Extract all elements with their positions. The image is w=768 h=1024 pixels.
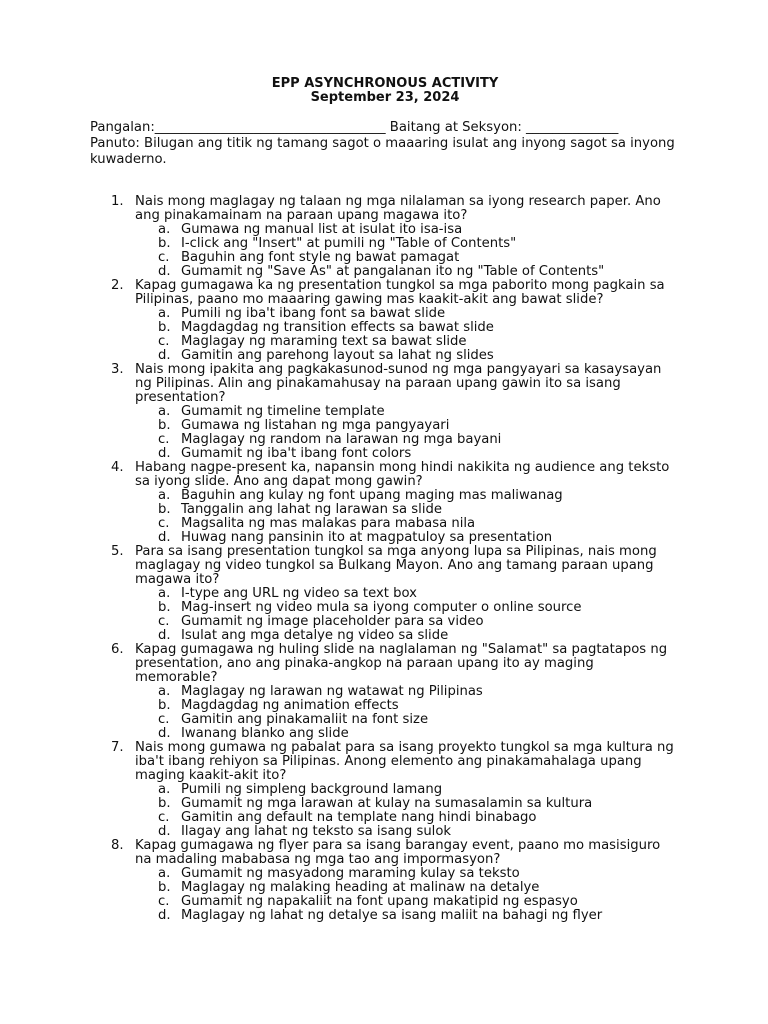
choice-letter: d. [158,628,171,643]
choice-text: I-type ang URL ng video sa text box [181,586,417,601]
question-number: 6. [111,642,124,657]
choice-item [135,237,680,251]
choice-item [135,909,680,923]
choice-item [135,419,680,433]
choice-text: Maglagay ng random na larawan ng mga bayani [181,432,502,447]
choice-letter: d. [158,446,171,461]
choice-text: Gumamit ng timeline template [181,404,385,419]
choice-item [135,727,680,741]
question-item [90,461,680,545]
choice-letter: a. [158,222,171,237]
choice-letter: a. [158,488,171,503]
choice-text: Gamitin ang pinakamaliit na font size [181,712,429,727]
choice-text: Maglagay ng lahat ng detalye sa isang maliit na bahagi ng flyer [181,908,603,923]
choice-list [135,867,680,923]
choice-item [135,447,680,461]
choice-item [135,895,680,909]
choice-text: Mag-insert ng video mula sa iyong computer o online source [181,600,582,615]
question-number: 2. [111,278,124,293]
choice-letter: c. [158,250,170,265]
question-number: 1. [111,194,124,209]
choice-text: Iwanang blanko ang slide [181,726,349,741]
question-item [90,195,680,279]
choice-item [135,629,680,643]
choice-text: Gumamit ng image placeholder para sa video [181,614,484,629]
choice-text: Isulat ang mga detalye ng video sa slide [181,628,449,643]
question-item [90,839,680,923]
choice-item [135,265,680,279]
question-item [90,741,680,839]
choice-text: Magsalita ng mas malakas para mabasa nila [181,516,476,531]
choice-item [135,713,680,727]
choice-letter: d. [158,908,171,923]
document-title: EPP ASYNCHRONOUS ACTIVITY [271,76,499,91]
document-header [90,77,680,105]
choice-text: Gumamit ng mga larawan at kulay na sumasalamin sa kultura [181,796,593,811]
choice-letter: b. [158,320,171,335]
choice-list [135,783,680,839]
choice-item [135,867,680,881]
choice-item [135,797,680,811]
choice-text: Huwag nang pansinin ito at magpatuloy sa presentation [181,530,553,545]
choice-text: Gumawa ng listahan ng mga pangyayari [181,418,450,433]
choice-text: Maglagay ng malaking heading at malinaw na detalye [181,880,540,895]
choice-letter: d. [158,824,171,839]
choice-item [135,307,680,321]
choice-item [135,335,680,349]
question-item [90,279,680,363]
question-text: Kapag gumagawa ng flyer para sa isang barangay event, paano mo masisiguro na madaling mababasa ng mga tao ang impormasyon? [135,838,661,867]
question-text: Kapag gumagawa ka ng presentation tungkol sa mga paborito mong pagkain sa Pilipinas, paano mo maaaring gawing mas kaakit-akit ang bawat slide? [135,278,665,307]
choice-letter: d. [158,264,171,279]
question-text: Nais mong maglagay ng talaan ng mga nilalaman sa iyong research paper. Ano ang pinakamainam na paraan upang magawa ito? [135,194,661,223]
choice-letter: d. [158,348,171,363]
question-item [90,545,680,643]
choice-text: Baguhin ang kulay ng font upang maging mas maliwanag [181,488,563,503]
question-text: Nais mong ipakita ang pagkakasunod-sunod ng mga pangyayari sa kasaysayan ng Pilipinas. Alin ang pinakamahusay na paraan upang gawin ito sa isang presentation? [135,362,662,405]
choice-text: Gamitin ang parehong layout sa lahat ng slides [181,348,494,363]
choice-text: Baguhin ang font style ng bawat pamagat [181,250,460,265]
choice-list [135,405,680,461]
choice-list [135,489,680,545]
choice-text: Gumawa ng manual list at isulat ito isa-isa [181,222,463,237]
choice-letter: b. [158,236,171,251]
choice-letter: d. [158,530,171,545]
choice-item [135,251,680,265]
question-number: 5. [111,544,124,559]
question-list [90,195,680,923]
choice-letter: c. [158,614,170,629]
choice-list [135,307,680,363]
choice-letter: c. [158,516,170,531]
choice-text: Tanggalin ang lahat ng larawan sa slide [181,502,442,517]
choice-letter: c. [158,432,170,447]
choice-list [135,587,680,643]
choice-letter: b. [158,698,171,713]
choice-letter: b. [158,600,171,615]
choice-item [135,825,680,839]
choice-text: Ilagay ang lahat ng teksto sa isang sulok [181,824,452,839]
choice-item [135,783,680,797]
choice-text: Gumamit ng masyadong maraming kulay sa teksto [181,866,520,881]
choice-item [135,587,680,601]
choice-text: Maglagay ng larawan ng watawat ng Pilipinas [181,684,483,699]
choice-item [135,405,680,419]
choice-text: Pumili ng simpleng background lamang [181,782,443,797]
question-text: Kapag gumagawa ng huling slide na naglalaman ng "Salamat" sa pagtatapos ng presentation, ano ang pinaka-angkop na paraan upang ito ay maging memorable? [135,642,668,685]
choice-letter: b. [158,796,171,811]
choice-text: Gumamit ng iba't ibang font colors [181,446,412,461]
document-date: September 23, 2024 [310,90,460,105]
instructions: Panuto: Bilugan ang titik ng tamang sagot o maaaring isulat ang inyong sagot sa inyong kuwaderno. [90,136,675,167]
choice-text: Gumamit ng napakaliit na font upang makatipid ng espasyo [181,894,578,909]
choice-text: Magdagdag ng transition effects sa bawat slide [181,320,494,335]
choice-text: I-click ang "Insert" at pumili ng "Table of Contents" [181,236,517,251]
document-page [90,77,680,923]
question-item [90,363,680,461]
choice-item [135,881,680,895]
choice-item [135,531,680,545]
choice-item [135,433,680,447]
choice-item [135,489,680,503]
choice-letter: a. [158,586,171,601]
choice-item [135,601,680,615]
choice-letter: b. [158,502,171,517]
choice-letter: b. [158,418,171,433]
name-section-line: Pangalan:___________________________________ Baitang at Seksyon: ______________ [90,120,619,135]
choice-item [135,685,680,699]
choice-letter: c. [158,894,170,909]
choice-letter: a. [158,782,171,797]
question-text: Nais mong gumawa ng pabalat para sa isang proyekto tungkol sa mga kultura ng iba't ibang rehiyon sa Pilipinas. Anong elemento ang pinakamahalaga upang maging kaakit-akit ito? [135,740,674,783]
choice-letter: a. [158,404,171,419]
choice-text: Gamitin ang default na template nang hindi binabago [181,810,537,825]
choice-text: Pumili ng iba't ibang font sa bawat slide [181,306,446,321]
choice-text: Magdagdag ng animation effects [181,698,399,713]
choice-item [135,349,680,363]
question-number: 7. [111,740,124,755]
choice-letter: a. [158,306,171,321]
choice-letter: a. [158,866,171,881]
choice-item [135,811,680,825]
choice-list [135,223,680,279]
choice-letter: c. [158,334,170,349]
choice-text: Gumamit ng "Save As" at pangalanan ito ng "Table of Contents" [181,264,605,279]
choice-item [135,223,680,237]
question-number: 4. [111,460,124,475]
question-number: 3. [111,362,124,377]
choice-item [135,503,680,517]
choice-letter: c. [158,712,170,727]
question-text: Habang nagpe-present ka, napansin mong hindi nakikita ng audience ang teksto sa iyong slide. Ano ang dapat mong gawin? [135,460,670,489]
question-text: Para sa isang presentation tungkol sa mga anyong lupa sa Pilipinas, nais mong maglagay ng video tungkol sa Bulkang Mayon. Ano ang tamang paraan upang magawa ito? [135,544,657,587]
choice-letter: c. [158,810,170,825]
choice-letter: d. [158,726,171,741]
choice-item [135,517,680,531]
choice-text: Maglagay ng maraming text sa bawat slide [181,334,467,349]
choice-letter: a. [158,684,171,699]
choice-item [135,321,680,335]
choice-item [135,615,680,629]
choice-item [135,699,680,713]
choice-letter: b. [158,880,171,895]
choice-list [135,685,680,741]
question-number: 8. [111,838,124,853]
question-item [90,643,680,741]
